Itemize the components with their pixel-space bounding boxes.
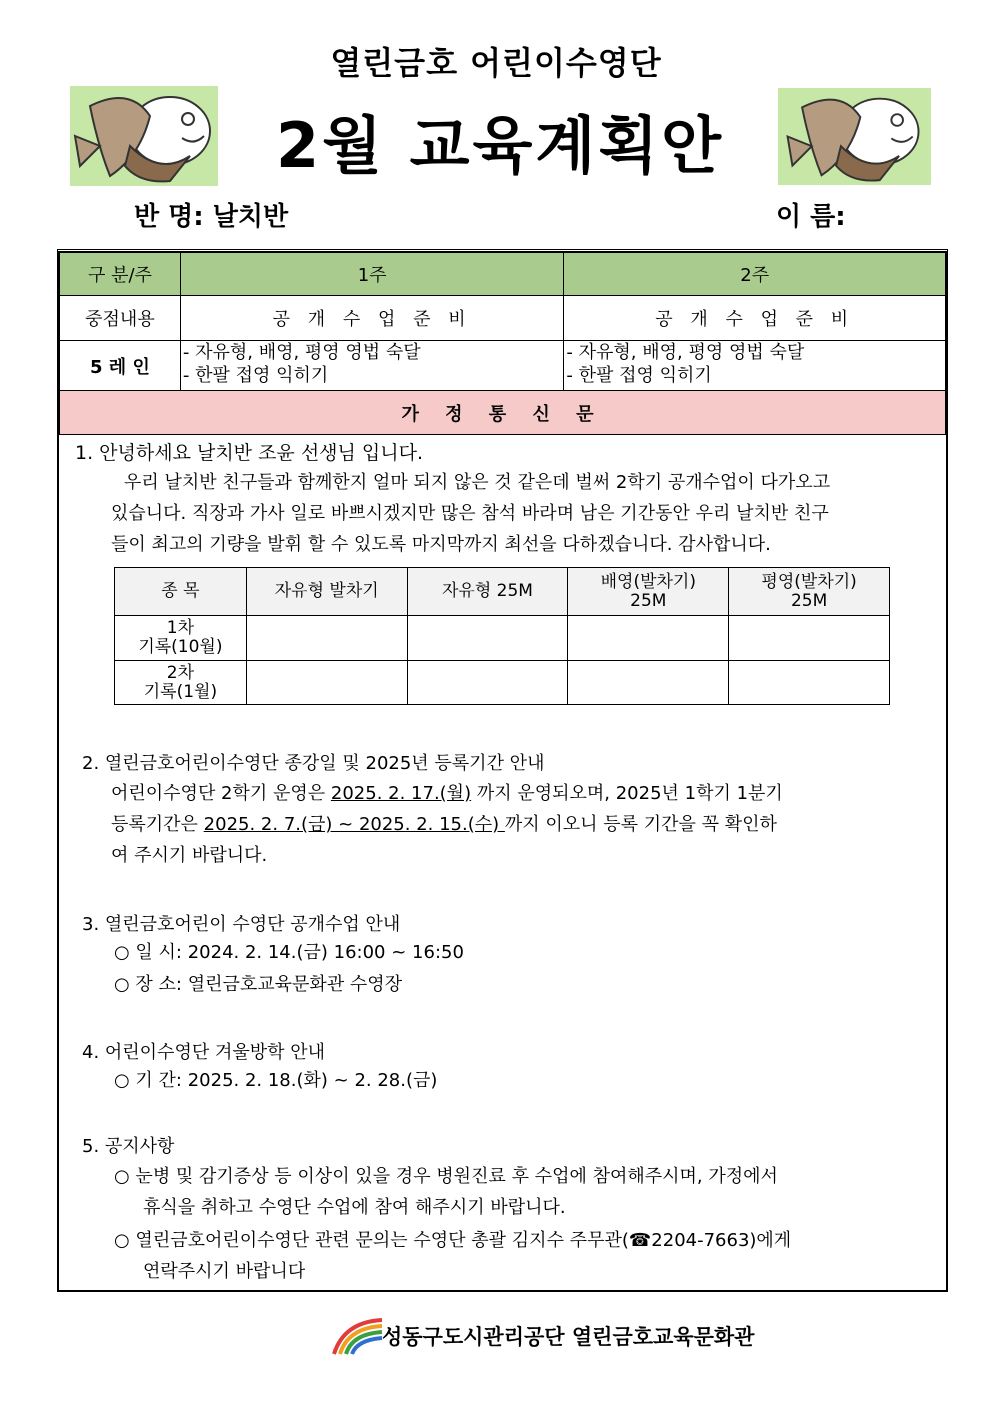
lane-label: 5 레 인 — [60, 341, 181, 391]
record-cell[interactable] — [407, 616, 568, 661]
fish-icon — [70, 86, 218, 186]
section2-text: 까지 운영되오며, 2025년 1학기 1분기 — [471, 783, 783, 804]
header-week1: 1주 — [180, 253, 564, 296]
record-header-free-kick: 자유형 발차기 — [246, 568, 407, 616]
record-cell[interactable] — [246, 661, 407, 705]
lane-week1 — [180, 341, 564, 391]
section5-item: 휴식을 취하고 수영단 수업에 참여 해주시기 바랍니다. — [143, 1197, 566, 1218]
focus-row — [60, 296, 946, 341]
footer-logo — [330, 1313, 755, 1359]
focus-week1: 공 개 수 업 준 비 — [180, 296, 564, 341]
record-cell[interactable] — [568, 661, 729, 705]
record-row-label-line1: 1차 — [166, 618, 195, 638]
record-header-back-line1: 배영(발차기) — [600, 571, 696, 592]
section3-item-datetime: ○ 일 시: 2024. 2. 14.(금) 16:00 ~ 16:50 — [114, 942, 464, 963]
lane-week2-line: - 자유형, 배영, 평영 영법 숙달 — [566, 342, 805, 363]
record-cell[interactable] — [568, 616, 729, 661]
section5-item: ○ 열린금호어린이수영단 관련 문의는 수영단 총괄 김지수 주무관(☎2204-7663)에게 — [114, 1230, 792, 1251]
record-header-row — [115, 568, 890, 616]
section5-heading: 5. 공지사항 — [82, 1136, 175, 1157]
org-title: 열린금호 어린이수영단 — [330, 44, 662, 82]
record-row-label-line2: 기록(10월) — [138, 637, 223, 657]
footer-logo-text: 성동구도시관리공단 열린금호교육문화관 — [382, 1325, 755, 1349]
header-category: 구 분/주 — [60, 253, 181, 296]
plan-header-row — [60, 253, 946, 296]
section1-heading: 1. 안녕하세요 날치반 조윤 선생님 입니다. — [75, 442, 424, 464]
record-cell[interactable] — [729, 616, 890, 661]
record-row — [115, 616, 890, 661]
fish-illustration-left — [70, 86, 218, 186]
section2-line: 여 주시기 바랍니다. — [111, 845, 268, 866]
record-cell[interactable] — [729, 661, 890, 705]
record-header-event: 종 목 — [115, 568, 247, 616]
section2-end-date: 2025. 2. 17.(월) — [330, 783, 472, 804]
record-header-breast-line1: 평영(발차기) — [761, 571, 857, 592]
record-row-label-line1: 2차 — [166, 662, 195, 683]
section2-text: 까지 이오니 등록 기간을 꼭 확인하 — [504, 814, 777, 835]
record-header-free-25m: 자유형 25M — [407, 568, 568, 616]
section2-heading: 2. 열린금호어린이수영단 종강일 및 2025년 등록기간 안내 — [82, 753, 545, 774]
section2-registration-period: 2025. 2. 7.(금) ~ 2025. 2. 15.(수) — [203, 814, 505, 835]
section3-heading: 3. 열린금호어린이 수영단 공개수업 안내 — [82, 914, 401, 935]
record-header-breast — [729, 568, 890, 616]
record-header-back-line2: 25M — [630, 590, 667, 611]
main-title: 2월 교육계획안 — [275, 109, 725, 182]
section2-line — [111, 809, 926, 840]
lane-row — [60, 341, 946, 391]
record-table — [114, 567, 890, 705]
focus-label: 중점내용 — [60, 296, 181, 341]
record-cell[interactable] — [246, 616, 407, 661]
fish-icon — [778, 88, 931, 185]
record-row — [115, 661, 890, 705]
rainbow-logo-icon — [330, 1316, 386, 1356]
section3-item-place: ○ 장 소: 열린금호교육문화관 수영장 — [114, 974, 403, 995]
section4-item-period: ○ 기 간: 2025. 2. 18.(화) ~ 2. 28.(금) — [114, 1070, 438, 1091]
plan-table — [59, 252, 946, 435]
section2-line — [111, 778, 926, 809]
section4-heading: 4. 어린이수영단 겨울방학 안내 — [82, 1042, 325, 1063]
focus-week2: 공 개 수 업 준 비 — [564, 296, 946, 341]
newsletter-title-row — [60, 391, 946, 435]
section1-line: 들이 최고의 기량을 발휘 할 수 있도록 마지막까지 최선을 다하겠습니다. 감사합니다. — [111, 534, 771, 555]
record-row-label — [115, 616, 247, 661]
record-header-breast-line2: 25M — [790, 590, 828, 611]
fish-illustration-right — [778, 88, 931, 185]
lane-week2 — [564, 341, 946, 391]
lane-week1-line: - 자유형, 배영, 평영 영법 숙달 — [182, 342, 421, 363]
header-week2: 2주 — [564, 253, 946, 296]
lane-week1-line: - 한팔 접영 익히기 — [182, 365, 329, 386]
lane-week2-line: - 한팔 접영 익히기 — [566, 365, 712, 386]
record-header-back — [568, 568, 729, 616]
section1-line: 있습니다. 직장과 가사 일로 바쁘시겠지만 많은 참석 바라며 남은 기간동안 우리 날치반 친구 — [111, 503, 829, 524]
record-row-label-line2: 기록(1월) — [143, 681, 218, 702]
class-name-label: 반 명: 날치반 — [134, 202, 289, 232]
student-name-label: 이 름: — [776, 202, 846, 232]
record-row-label — [115, 661, 247, 705]
section5-item: 연락주시기 바랍니다 — [143, 1261, 306, 1282]
section2-text: 어린이수영단 2학기 운영은 — [111, 783, 331, 804]
record-cell[interactable] — [407, 661, 568, 705]
section5-item: ○ 눈병 및 감기증상 등 이상이 있을 경우 병원진료 후 수업에 참여해주시며, 가정에서 — [114, 1166, 778, 1187]
section1-line: 우리 날치반 친구들과 함께한지 얼마 되지 않은 것 같은데 벌써 2학기 공개수업이 다가오고 — [124, 472, 831, 493]
newsletter-title: 가 정 통 신 문 — [60, 391, 946, 435]
section2-text: 등록기간은 — [111, 814, 204, 835]
